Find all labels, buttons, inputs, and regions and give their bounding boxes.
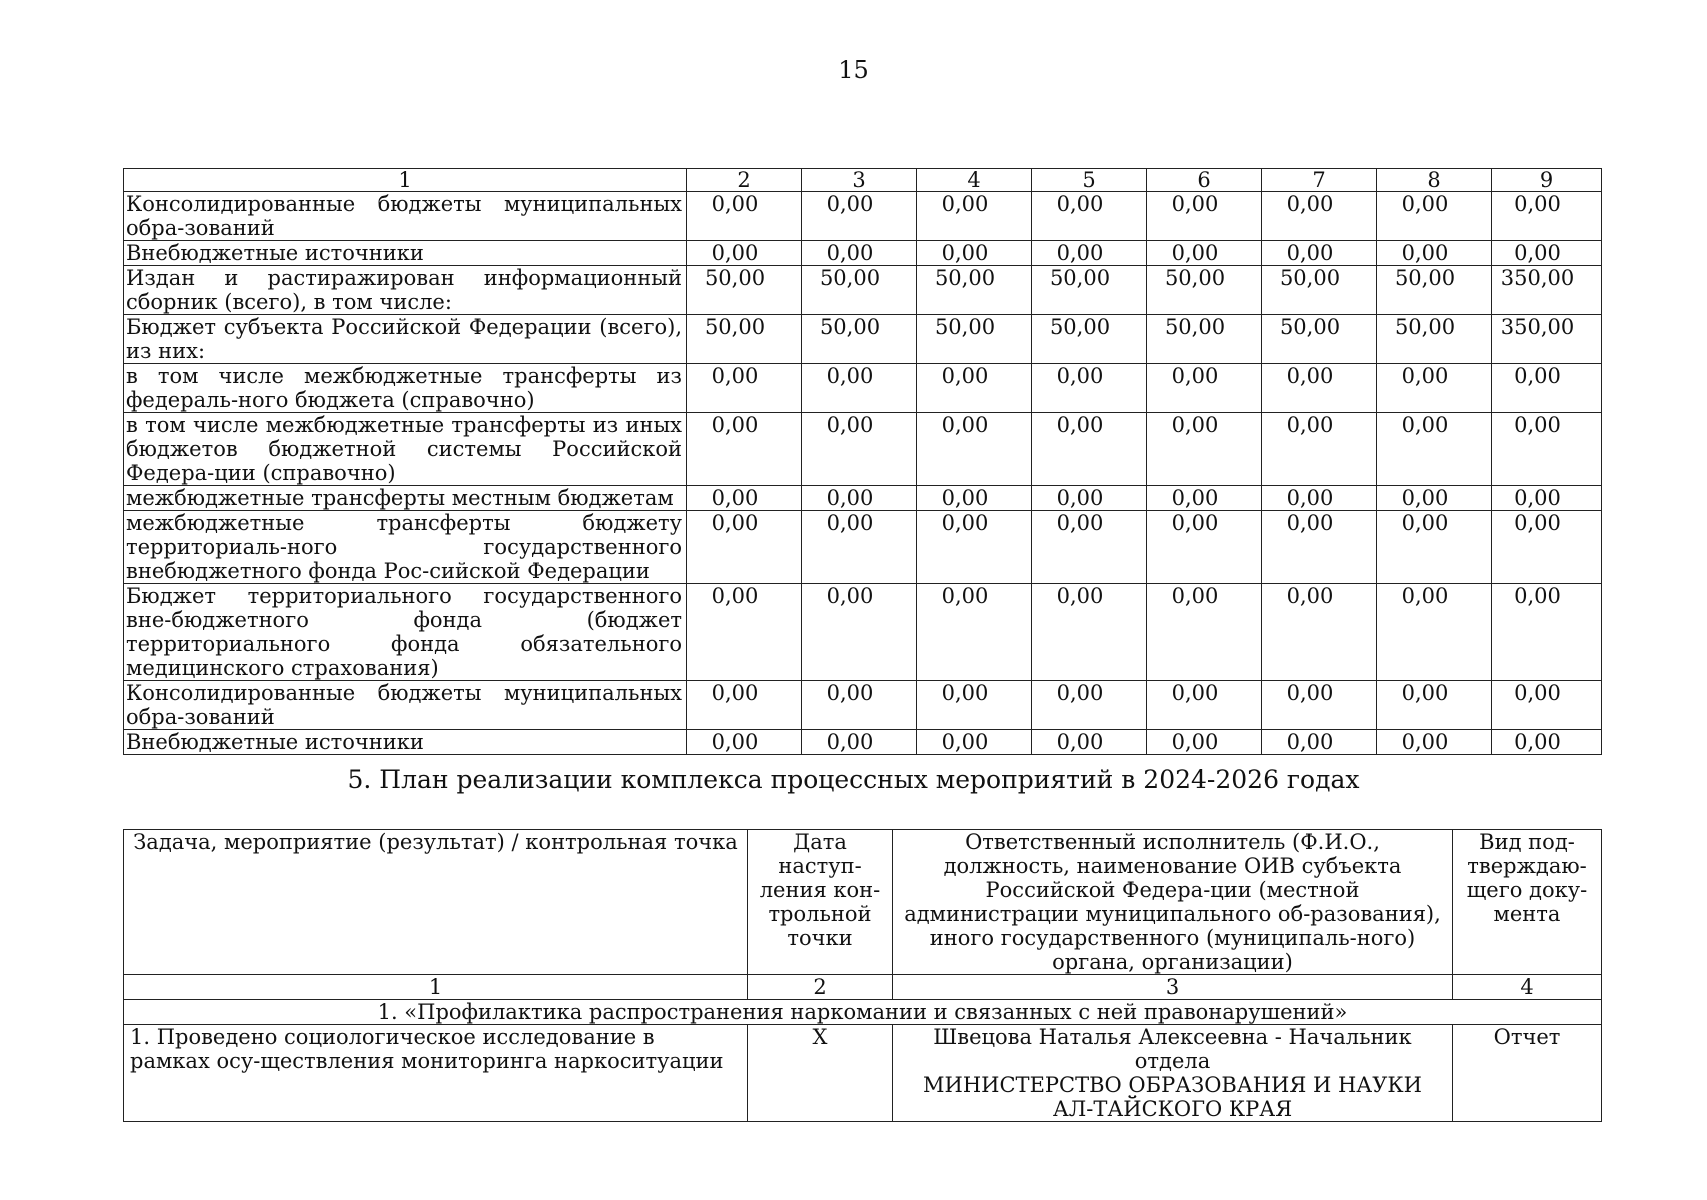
plan-task: 1. Проведено социологическое исследование в рамках осу-ществления мониторинга наркоситуации xyxy=(124,1025,748,1122)
budget-column-number: 6 xyxy=(1147,169,1262,192)
plan-column-number: 4 xyxy=(1453,975,1602,1000)
budget-cell-value: 0,00 xyxy=(1032,730,1147,755)
budget-cell-value: 0,00 xyxy=(687,192,802,241)
budget-cell-value: 0,00 xyxy=(1032,364,1147,413)
budget-row xyxy=(124,486,1602,511)
budget-row xyxy=(124,681,1602,730)
budget-cell-value: 0,00 xyxy=(1032,584,1147,681)
budget-cell-value: 0,00 xyxy=(687,413,802,486)
budget-cell-value: 0,00 xyxy=(687,584,802,681)
budget-cell-value: 0,00 xyxy=(687,364,802,413)
budget-cell-value: 0,00 xyxy=(802,241,917,266)
budget-cell-value: 50,00 xyxy=(1032,266,1147,315)
plan-row xyxy=(124,1025,1602,1122)
budget-cell-value: 0,00 xyxy=(917,241,1032,266)
budget-row xyxy=(124,192,1602,241)
budget-cell-value: 0,00 xyxy=(1147,192,1262,241)
budget-header-row xyxy=(124,169,1602,192)
budget-cell-value: 0,00 xyxy=(1492,511,1602,584)
budget-row-label: Бюджет субъекта Российской Федерации (всего), из них: xyxy=(124,315,687,364)
budget-cell-value: 0,00 xyxy=(917,364,1032,413)
budget-cell-value: 0,00 xyxy=(1147,413,1262,486)
budget-cell-value: 50,00 xyxy=(1147,315,1262,364)
plan-date: X xyxy=(748,1025,893,1122)
budget-cell-value: 0,00 xyxy=(802,730,917,755)
budget-row xyxy=(124,584,1602,681)
budget-cell-value: 0,00 xyxy=(1492,192,1602,241)
budget-cell-value: 0,00 xyxy=(917,192,1032,241)
budget-cell-value: 0,00 xyxy=(687,730,802,755)
page-number: 15 xyxy=(838,56,869,84)
budget-row-label: межбюджетные трансферты местным бюджетам xyxy=(124,486,687,511)
budget-cell-value: 350,00 xyxy=(1492,315,1602,364)
plan-header-row xyxy=(124,830,1602,975)
budget-cell-value: 0,00 xyxy=(1262,511,1377,584)
budget-cell-value: 0,00 xyxy=(1262,413,1377,486)
budget-cell-value: 0,00 xyxy=(1147,486,1262,511)
budget-cell-value: 350,00 xyxy=(1492,266,1602,315)
plan-column-number: 1 xyxy=(124,975,748,1000)
budget-cell-value: 0,00 xyxy=(917,413,1032,486)
plan-column-number-row xyxy=(124,975,1602,1000)
budget-row xyxy=(124,511,1602,584)
budget-cell-value: 0,00 xyxy=(1032,241,1147,266)
budget-row-label: Бюджет территориального государственного вне-бюджетного фонда (бюджет территориального фонда обязательного медицинского страхования) xyxy=(124,584,687,681)
plan-executor-name: Швецова Наталья Алексеевна - Начальник отдела xyxy=(933,1025,1412,1073)
budget-cell-value: 0,00 xyxy=(1147,730,1262,755)
plan-executor xyxy=(893,1025,1453,1122)
plan-header-executor: Ответственный исполнитель (Ф.И.О., должность, наименование ОИВ субъекта Российской Федера-ции (местной администрации муниципального об-разования), иного государственного (муниципаль-ного) органа, организации) xyxy=(893,830,1453,975)
budget-cell-value: 0,00 xyxy=(802,511,917,584)
budget-cell-value: 50,00 xyxy=(1262,315,1377,364)
budget-cell-value: 50,00 xyxy=(687,266,802,315)
budget-row-label: Издан и растиражирован информационный сборник (всего), в том числе: xyxy=(124,266,687,315)
plan-column-number: 3 xyxy=(893,975,1453,1000)
budget-cell-value: 0,00 xyxy=(802,192,917,241)
budget-row-label: Консолидированные бюджеты муниципальных обра-зований xyxy=(124,192,687,241)
plan-group-row xyxy=(124,1000,1602,1025)
plan-header-document: Вид под-тверждаю-щего доку-мента xyxy=(1453,830,1602,975)
budget-cell-value: 0,00 xyxy=(1492,584,1602,681)
budget-cell-value: 50,00 xyxy=(1147,266,1262,315)
budget-cell-value: 0,00 xyxy=(1262,364,1377,413)
budget-cell-value: 0,00 xyxy=(802,364,917,413)
budget-cell-value: 0,00 xyxy=(1032,413,1147,486)
plan-document: Отчет xyxy=(1453,1025,1602,1122)
budget-column-number: 3 xyxy=(802,169,917,192)
budget-cell-value: 0,00 xyxy=(917,730,1032,755)
budget-cell-value: 0,00 xyxy=(917,681,1032,730)
budget-cell-value: 0,00 xyxy=(1377,241,1492,266)
budget-row-label: Внебюджетные источники xyxy=(124,730,687,755)
budget-cell-value: 50,00 xyxy=(1377,315,1492,364)
budget-cell-value: 0,00 xyxy=(1147,511,1262,584)
budget-cell-value: 0,00 xyxy=(802,413,917,486)
budget-row xyxy=(124,730,1602,755)
budget-cell-value: 0,00 xyxy=(1377,730,1492,755)
budget-cell-value: 0,00 xyxy=(1492,486,1602,511)
budget-cell-value: 0,00 xyxy=(1147,681,1262,730)
budget-cell-value: 0,00 xyxy=(1262,584,1377,681)
budget-row-label: Консолидированные бюджеты муниципальных обра-зований xyxy=(124,681,687,730)
budget-cell-value: 0,00 xyxy=(1032,511,1147,584)
budget-cell-value: 0,00 xyxy=(1377,511,1492,584)
budget-cell-value: 0,00 xyxy=(1262,241,1377,266)
budget-cell-value: 0,00 xyxy=(1492,364,1602,413)
budget-cell-value: 0,00 xyxy=(1377,413,1492,486)
budget-cell-value: 0,00 xyxy=(1032,681,1147,730)
budget-row xyxy=(124,413,1602,486)
section-title: 5. План реализации комплекса процессных мероприятий в 2024-2026 годах xyxy=(347,765,1360,794)
budget-cell-value: 50,00 xyxy=(917,266,1032,315)
budget-cell-value: 0,00 xyxy=(802,681,917,730)
budget-cell-value: 0,00 xyxy=(1377,584,1492,681)
plan-executor-org: МИНИСТЕРСТВО ОБРАЗОВАНИЯ И НАУКИ АЛ-ТАЙСКОГО КРАЯ xyxy=(923,1073,1422,1121)
budget-cell-value: 0,00 xyxy=(1377,364,1492,413)
budget-cell-value: 0,00 xyxy=(687,681,802,730)
plan-header-date: Дата наступ-ления кон-трольной точки xyxy=(748,830,893,975)
budget-cell-value: 50,00 xyxy=(1262,266,1377,315)
budget-row xyxy=(124,364,1602,413)
budget-cell-value: 0,00 xyxy=(1492,681,1602,730)
budget-cell-value: 0,00 xyxy=(1147,584,1262,681)
plan-table xyxy=(123,829,1602,1122)
budget-cell-value: 0,00 xyxy=(687,511,802,584)
budget-column-number: 1 xyxy=(124,169,687,192)
budget-cell-value: 0,00 xyxy=(1147,241,1262,266)
budget-cell-value: 0,00 xyxy=(1032,486,1147,511)
budget-cell-value: 0,00 xyxy=(687,486,802,511)
budget-cell-value: 0,00 xyxy=(802,584,917,681)
budget-column-number: 5 xyxy=(1032,169,1147,192)
budget-cell-value: 0,00 xyxy=(1262,192,1377,241)
budget-cell-value: 0,00 xyxy=(1492,730,1602,755)
budget-cell-value: 0,00 xyxy=(917,486,1032,511)
budget-cell-value: 0,00 xyxy=(917,511,1032,584)
budget-cell-value: 0,00 xyxy=(1492,241,1602,266)
budget-row xyxy=(124,241,1602,266)
budget-cell-value: 0,00 xyxy=(1377,486,1492,511)
budget-row xyxy=(124,315,1602,364)
budget-cell-value: 50,00 xyxy=(917,315,1032,364)
budget-row-label: в том числе межбюджетные трансферты из иных бюджетов бюджетной системы Российской Федера-ции (справочно) xyxy=(124,413,687,486)
budget-cell-value: 0,00 xyxy=(1377,192,1492,241)
budget-cell-value: 0,00 xyxy=(917,584,1032,681)
budget-cell-value: 50,00 xyxy=(1377,266,1492,315)
plan-header-task: Задача, мероприятие (результат) / контрольная точка xyxy=(124,830,748,975)
budget-cell-value: 0,00 xyxy=(1262,486,1377,511)
plan-group-title: 1. «Профилактика распространения наркомании и связанных с ней правонарушений» xyxy=(124,1000,1602,1025)
budget-cell-value: 0,00 xyxy=(687,241,802,266)
budget-cell-value: 0,00 xyxy=(1492,413,1602,486)
budget-cell-value: 0,00 xyxy=(1262,681,1377,730)
budget-cell-value: 50,00 xyxy=(687,315,802,364)
budget-cell-value: 0,00 xyxy=(1377,681,1492,730)
budget-cell-value: 0,00 xyxy=(1032,192,1147,241)
budget-cell-value: 50,00 xyxy=(802,266,917,315)
budget-column-number: 8 xyxy=(1377,169,1492,192)
budget-table xyxy=(123,168,1602,755)
budget-cell-value: 0,00 xyxy=(1147,364,1262,413)
budget-row-label: в том числе межбюджетные трансферты из федераль-ного бюджета (справочно) xyxy=(124,364,687,413)
budget-column-number: 9 xyxy=(1492,169,1602,192)
budget-cell-value: 50,00 xyxy=(1032,315,1147,364)
budget-column-number: 4 xyxy=(917,169,1032,192)
plan-column-number: 2 xyxy=(748,975,893,1000)
budget-cell-value: 0,00 xyxy=(802,486,917,511)
budget-column-number: 7 xyxy=(1262,169,1377,192)
budget-cell-value: 50,00 xyxy=(802,315,917,364)
budget-cell-value: 0,00 xyxy=(1262,730,1377,755)
budget-row-label: Внебюджетные источники xyxy=(124,241,687,266)
budget-row-label: межбюджетные трансферты бюджету территориаль-ного государственного внебюджетного фонда Рос-сийской Федерации xyxy=(124,511,687,584)
budget-row xyxy=(124,266,1602,315)
budget-column-number: 2 xyxy=(687,169,802,192)
